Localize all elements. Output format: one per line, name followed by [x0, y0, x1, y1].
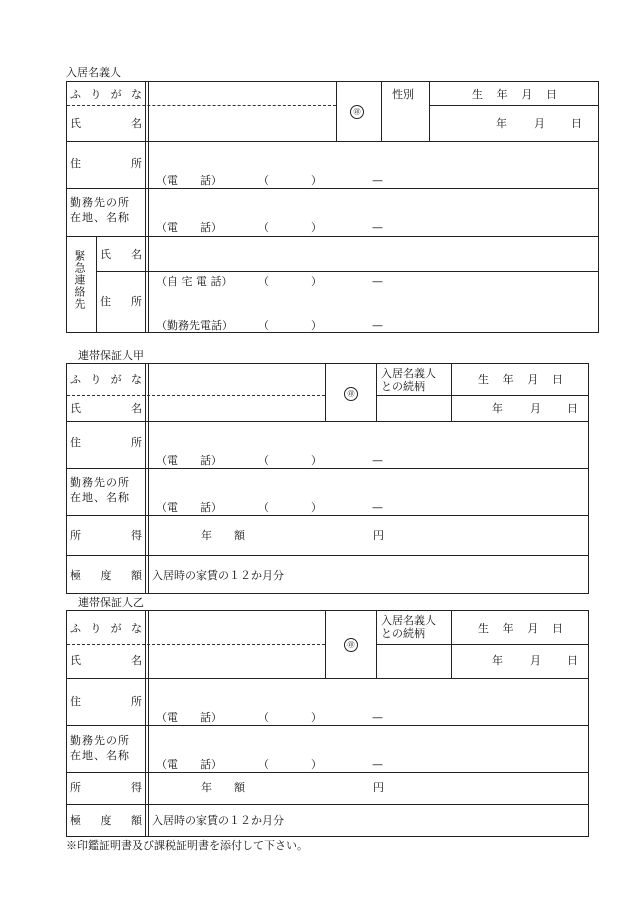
tenant-birth-day: 日 — [571, 117, 582, 130]
tenant-gender-label: 性別 — [392, 88, 414, 101]
tenant-phone-label: （電 話） — [156, 174, 222, 187]
guarantor-a-work-dash: — — [372, 501, 383, 514]
tenant-emergency-address-label: 住 所 — [100, 295, 142, 308]
guarantor-a-limit-value: 入居時の家賃の１２か月分 — [152, 569, 284, 582]
tenant-emergency-home-paren-open: （ — [258, 275, 269, 288]
guarantor-a-phone-dash: — — [372, 454, 383, 467]
tenant-emergency-work-paren-close: ） — [311, 319, 322, 332]
guarantor-b-name-label: 氏 名 — [70, 654, 142, 667]
guarantor-b-birth-label: 生 年 月 日 — [478, 622, 563, 635]
guarantor-a-relation-label-1: 入居名義人 — [381, 367, 436, 380]
guarantor-b-phone-label: （電 話） — [156, 711, 222, 724]
tenant-label-divider — [145, 81, 149, 333]
guarantor-a-phone-label: （電 話） — [156, 454, 222, 467]
guarantor-a-phone-paren-close: ） — [311, 454, 322, 467]
guarantor-b-work-paren-open: （ — [258, 758, 269, 771]
guarantor-b-phone-paren-open: （ — [258, 711, 269, 724]
guarantor-b-work-dash: — — [372, 758, 383, 771]
tenant-emergency-label: 緊急連絡先 — [73, 250, 86, 310]
guarantor-a-relation-label-2: との続柄 — [381, 380, 425, 393]
guarantor-b-address-label: 住 所 — [70, 695, 142, 708]
guarantor-a-work-label-2: 在地、名称 — [70, 491, 130, 504]
tenant-birth-label: 生 年 月 日 — [472, 88, 557, 101]
tenant-work-phone-paren-close: ） — [311, 221, 322, 234]
tenant-work-phone-paren-open: （ — [258, 221, 269, 234]
guarantor-b-work-phone-label: （電 話） — [156, 758, 222, 771]
guarantor-b-work-label-2: 在地、名称 — [70, 749, 130, 762]
tenant-emergency-home-dash: — — [372, 275, 383, 288]
seal-stamp-icon: ㊞ — [350, 105, 364, 119]
tenant-emergency-home-phone-label: （自 宅 電 話） — [156, 275, 233, 288]
tenant-emergency-name-label: 氏 名 — [100, 248, 142, 261]
guarantor-a-label-divider — [145, 363, 149, 594]
tenant-furigana-divider — [67, 105, 336, 106]
guarantor-a-income-label: 所 得 — [70, 529, 142, 542]
guarantor-b-work-label-1: 勤務先の所 — [70, 734, 130, 747]
tenant-address-label: 住 所 — [70, 157, 142, 170]
tenant-birth-year: 年 — [496, 117, 507, 130]
guarantor-a-birth-day: 日 — [567, 402, 578, 415]
tenant-phone-dash: — — [372, 174, 383, 187]
tenant-emergency-work-paren-open: （ — [258, 319, 269, 332]
guarantor-a-birth-label: 生 年 月 日 — [478, 373, 563, 386]
guarantor-b-furigana-label: ふ り が な — [70, 622, 142, 635]
guarantor-a-birth-year: 年 — [492, 402, 503, 415]
guarantor-a-annual-label: 年 額 — [201, 529, 245, 542]
guarantor-a-limit-label: 極 度 額 — [70, 569, 142, 582]
guarantor-a-name-label: 氏 名 — [70, 402, 142, 415]
tenant-emergency-work-dash: — — [372, 319, 383, 332]
tenant-emergency-work-phone-label: （勤務先電話） — [156, 319, 233, 332]
tenant-work-label-1: 勤務先の所 — [70, 196, 130, 209]
tenant-emergency-home-paren-close: ） — [311, 275, 322, 288]
guarantor-b-birth-month: 月 — [530, 654, 541, 667]
tenant-furigana-label: ふ り が な — [70, 88, 142, 101]
tenant-section-caption: 入居名義人 — [66, 66, 121, 79]
guarantor-a-phone-paren-open: （ — [258, 454, 269, 467]
seal-stamp-icon: ㊞ — [344, 387, 358, 401]
tenant-name-label: 氏 名 — [70, 117, 142, 130]
guarantor-b-relation-label-1: 入居名義人 — [381, 614, 436, 627]
tenant-work-phone-dash: — — [372, 221, 383, 234]
footnote: ※印鑑証明書及び課税証明書を添付して下さい。 — [66, 839, 308, 852]
tenant-phone-paren-close: ） — [311, 174, 322, 187]
guarantor-b-limit-label: 極 度 額 — [70, 814, 142, 827]
guarantor-a-birth-month: 月 — [530, 402, 541, 415]
guarantor-a-caption: 連帯保証人甲 — [78, 349, 144, 362]
guarantor-b-yen-label: 円 — [373, 781, 384, 794]
guarantor-a-work-paren-close: ） — [311, 501, 322, 514]
guarantor-a-yen-label: 円 — [373, 529, 384, 542]
guarantor-b-limit-value: 入居時の家賃の１２か月分 — [152, 814, 284, 827]
guarantor-b-birth-day: 日 — [567, 654, 578, 667]
tenant-work-label-2: 在地、名称 — [70, 211, 130, 224]
tenant-birth-month: 月 — [534, 117, 545, 130]
tenant-work-phone-label: （電 話） — [156, 221, 222, 234]
guarantor-b-income-label: 所 得 — [70, 781, 142, 794]
guarantor-a-work-label-1: 勤務先の所 — [70, 476, 130, 489]
seal-stamp-icon: ㊞ — [344, 638, 358, 652]
guarantor-b-relation-label-2: との続柄 — [381, 627, 425, 640]
guarantor-b-phone-paren-close: ） — [311, 711, 322, 724]
guarantor-a-address-label: 住 所 — [70, 436, 142, 449]
tenant-phone-paren-open: （ — [258, 174, 269, 187]
guarantor-b-caption: 連帯保証人乙 — [78, 596, 144, 609]
guarantor-a-work-phone-label: （電 話） — [156, 501, 222, 514]
guarantor-b-birth-year: 年 — [492, 654, 503, 667]
guarantor-b-phone-dash: — — [372, 711, 383, 724]
guarantor-b-work-paren-close: ） — [311, 758, 322, 771]
guarantor-b-annual-label: 年 額 — [201, 781, 245, 794]
guarantor-a-work-paren-open: （ — [258, 501, 269, 514]
guarantor-a-furigana-label: ふ り が な — [70, 373, 142, 386]
